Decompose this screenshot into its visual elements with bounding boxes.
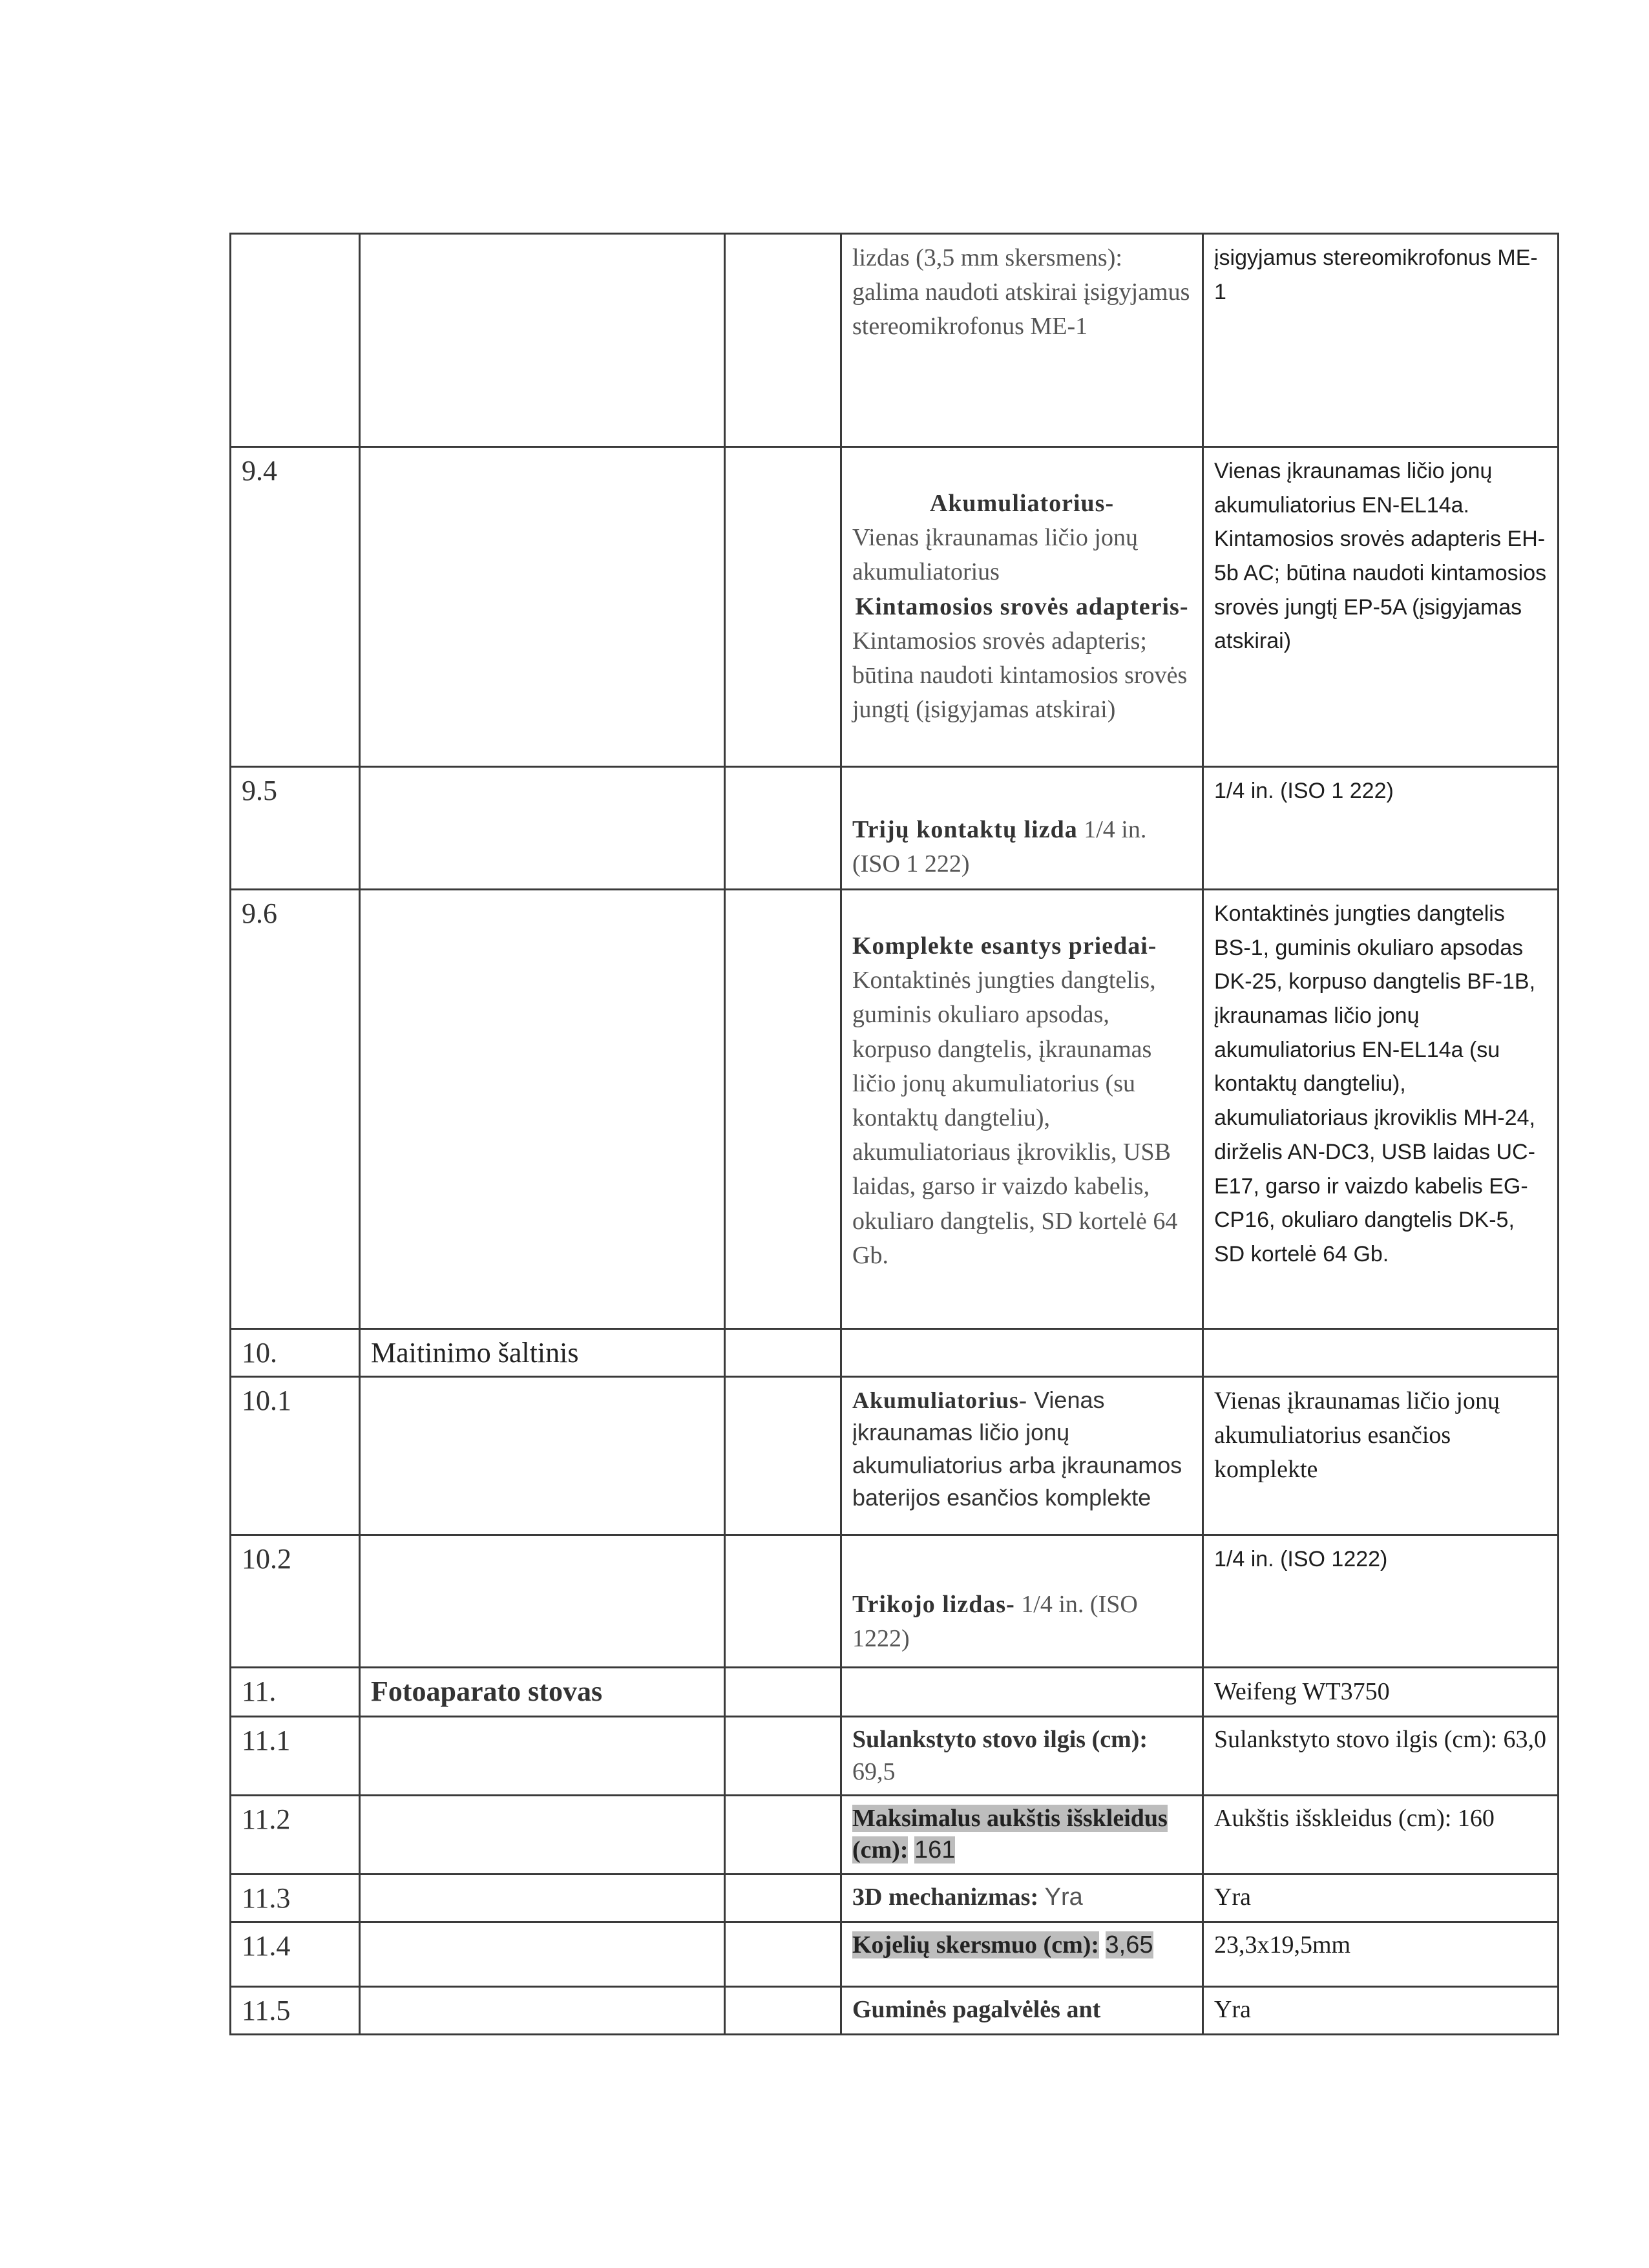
offer-cell: 23,3x19,5mm <box>1203 1922 1559 1986</box>
requirement-text: 3,65 <box>1105 1931 1153 1958</box>
requirement-text: Kintamosios srovės adapteris; būtina naudoti kintamosios srovės jungtį (įsigyjamas atskirai) <box>852 627 1188 724</box>
requirement-text: Yra <box>1044 1883 1083 1911</box>
row-name <box>360 234 725 447</box>
requirement-text: lizdas (3,5 mm skersmens): galima naudoti atskirai įsigyjamus stereomikrofonus ME-1 <box>852 244 1190 341</box>
requirement-cell <box>841 1329 1203 1377</box>
requirement-cell <box>841 890 1203 1329</box>
empty-cell <box>725 1922 841 1986</box>
row-name <box>360 447 725 767</box>
table-row <box>231 1922 1559 1986</box>
table-row <box>231 234 1559 447</box>
table-row <box>231 1668 1559 1717</box>
table-row <box>231 1795 1559 1874</box>
row-number: 9.5 <box>231 767 360 890</box>
requirement-label: Komplekte esantys priedai- <box>852 932 1157 960</box>
table-row <box>231 1874 1559 1922</box>
table-row <box>231 1377 1559 1535</box>
empty-cell <box>725 1377 841 1535</box>
requirement-label: 3D mechanizmas: <box>852 1883 1039 1911</box>
row-number: 11.3 <box>231 1874 360 1922</box>
empty-cell <box>725 1717 841 1796</box>
offer-cell: Kontaktinės jungties dangtelis BS-1, guminis okuliaro apsodas DK-25, korpuso dangtelis BF-1B, įkraunamas ličio jonų akumuliatorius EN-EL14a (su kontaktų dangteliu), akumuliatoriaus įkroviklis MH-24, dirželis AN-DC3, USB laidas UC-E17, garso ir vaizdo kabelis EG-CP16, okuliaro dangtelis DK-5, SD kortelė 64 Gb. <box>1203 890 1559 1329</box>
requirement-cell <box>841 1874 1203 1922</box>
table-row <box>231 1329 1559 1377</box>
requirement-text: 1/4 in. (ISO 1 222) <box>852 816 1147 878</box>
requirement-text: Kontaktinės jungties dangtelis, guminis okuliaro apsodas, korpuso dangtelis, įkraunamas ličio jonų akumuliatorius (su kontaktų dangteliu), akumuliatoriaus įkroviklis, USB laidas, garso ir vaizdo kabelis, okuliaro dangtelis, SD kortelė 64 Gb. <box>852 967 1178 1269</box>
requirement-cell <box>841 1986 1203 2034</box>
requirement-label: Maksimalus aukštis išskleidus (cm): <box>852 1804 1168 1864</box>
table-row <box>231 1535 1559 1668</box>
requirement-label: Kintamosios srovės adapteris- <box>855 593 1189 620</box>
requirement-cell <box>841 1535 1203 1668</box>
requirement-label: Guminės pagalvėlės ant <box>852 1995 1101 2023</box>
requirement-cell <box>841 1668 1203 1717</box>
row-number: 11.4 <box>231 1922 360 1986</box>
offer-cell: 1/4 in. (ISO 1222) <box>1203 1535 1559 1668</box>
table-row <box>231 447 1559 767</box>
table-row <box>231 1986 1559 2034</box>
requirement-label: Trikojo lizdas- <box>852 1591 1015 1618</box>
requirement-cell <box>841 1377 1203 1535</box>
requirement-label: Sulankstyto stovo ilgis (cm): <box>852 1726 1148 1754</box>
requirement-text: 69,5 <box>852 1758 896 1785</box>
row-number: 9.6 <box>231 890 360 1329</box>
row-number <box>231 234 360 447</box>
empty-cell <box>725 1535 841 1668</box>
requirement-text: Vienas įkraunamas ličio jonų akumuliatorius <box>852 524 1138 586</box>
empty-cell <box>725 1874 841 1922</box>
row-name <box>360 767 725 890</box>
requirement-label: Kojelių skersmuo (cm): <box>852 1931 1100 1958</box>
offer-cell <box>1203 1329 1559 1377</box>
row-name <box>360 1717 725 1796</box>
empty-cell <box>725 767 841 890</box>
requirement-text: 1/4 in. (ISO 1222) <box>852 1591 1138 1653</box>
row-number: 9.4 <box>231 447 360 767</box>
requirement-text: 161 <box>914 1836 956 1864</box>
requirement-cell <box>841 767 1203 890</box>
row-name <box>360 1986 725 2034</box>
offer-cell: įsigyjamus stereomikrofonus ME-1 <box>1203 234 1559 447</box>
row-number: 10.2 <box>231 1535 360 1668</box>
table-row <box>231 1717 1559 1796</box>
empty-cell <box>725 1329 841 1377</box>
requirement-cell <box>841 447 1203 767</box>
row-number: 11. <box>231 1668 360 1717</box>
offer-cell: Yra <box>1203 1874 1559 1922</box>
empty-cell <box>725 1668 841 1717</box>
offer-cell: 1/4 in. (ISO 1 222) <box>1203 767 1559 890</box>
requirement-cell <box>841 234 1203 447</box>
requirement-label: Akumuliatorius- <box>852 1387 1028 1413</box>
requirement-cell <box>841 1717 1203 1796</box>
specification-table <box>229 233 1559 2035</box>
row-name <box>360 1922 725 1986</box>
row-number: 10.1 <box>231 1377 360 1535</box>
row-name <box>360 1535 725 1668</box>
offer-cell: Vienas įkraunamas ličio jonų akumuliatorius esančios komplekte <box>1203 1377 1559 1535</box>
section-title: Fotoaparato stovas <box>360 1668 725 1717</box>
offer-cell: Aukštis išskleidus (cm): 160 <box>1203 1795 1559 1874</box>
offer-cell: Sulankstyto stovo ilgis (cm): 63,0 <box>1203 1717 1559 1796</box>
row-number: 10. <box>231 1329 360 1377</box>
row-name <box>360 1874 725 1922</box>
requirement-label: Trijų kontaktų lizda <box>852 816 1078 843</box>
offer-cell: Weifeng WT3750 <box>1203 1668 1559 1717</box>
offer-cell: Vienas įkraunamas ličio jonų akumuliatorius EN-EL14a. Kintamosios srovės adapteris EH-5b AC; būtina naudoti kintamosios srovės jungtį EP-5A (įsigyjamas atskirai) <box>1203 447 1559 767</box>
requirement-text: Vienas įkraunamas ličio jonų akumuliatorius arba įkraunamos baterijos esančios komplekte <box>852 1387 1182 1511</box>
empty-cell <box>725 890 841 1329</box>
row-number: 11.5 <box>231 1986 360 2034</box>
row-number: 11.1 <box>231 1717 360 1796</box>
offer-cell: Yra <box>1203 1986 1559 2034</box>
empty-cell <box>725 1986 841 2034</box>
requirement-label: Akumuliatorius- <box>929 490 1115 517</box>
requirement-cell <box>841 1922 1203 1986</box>
empty-cell <box>725 447 841 767</box>
table-row <box>231 767 1559 890</box>
requirement-cell <box>841 1795 1203 1874</box>
row-name <box>360 1795 725 1874</box>
empty-cell <box>725 234 841 447</box>
section-title: Maitinimo šaltinis <box>360 1329 725 1377</box>
row-name <box>360 1377 725 1535</box>
table-row <box>231 890 1559 1329</box>
empty-cell <box>725 1795 841 1874</box>
row-number: 11.2 <box>231 1795 360 1874</box>
row-name <box>360 890 725 1329</box>
